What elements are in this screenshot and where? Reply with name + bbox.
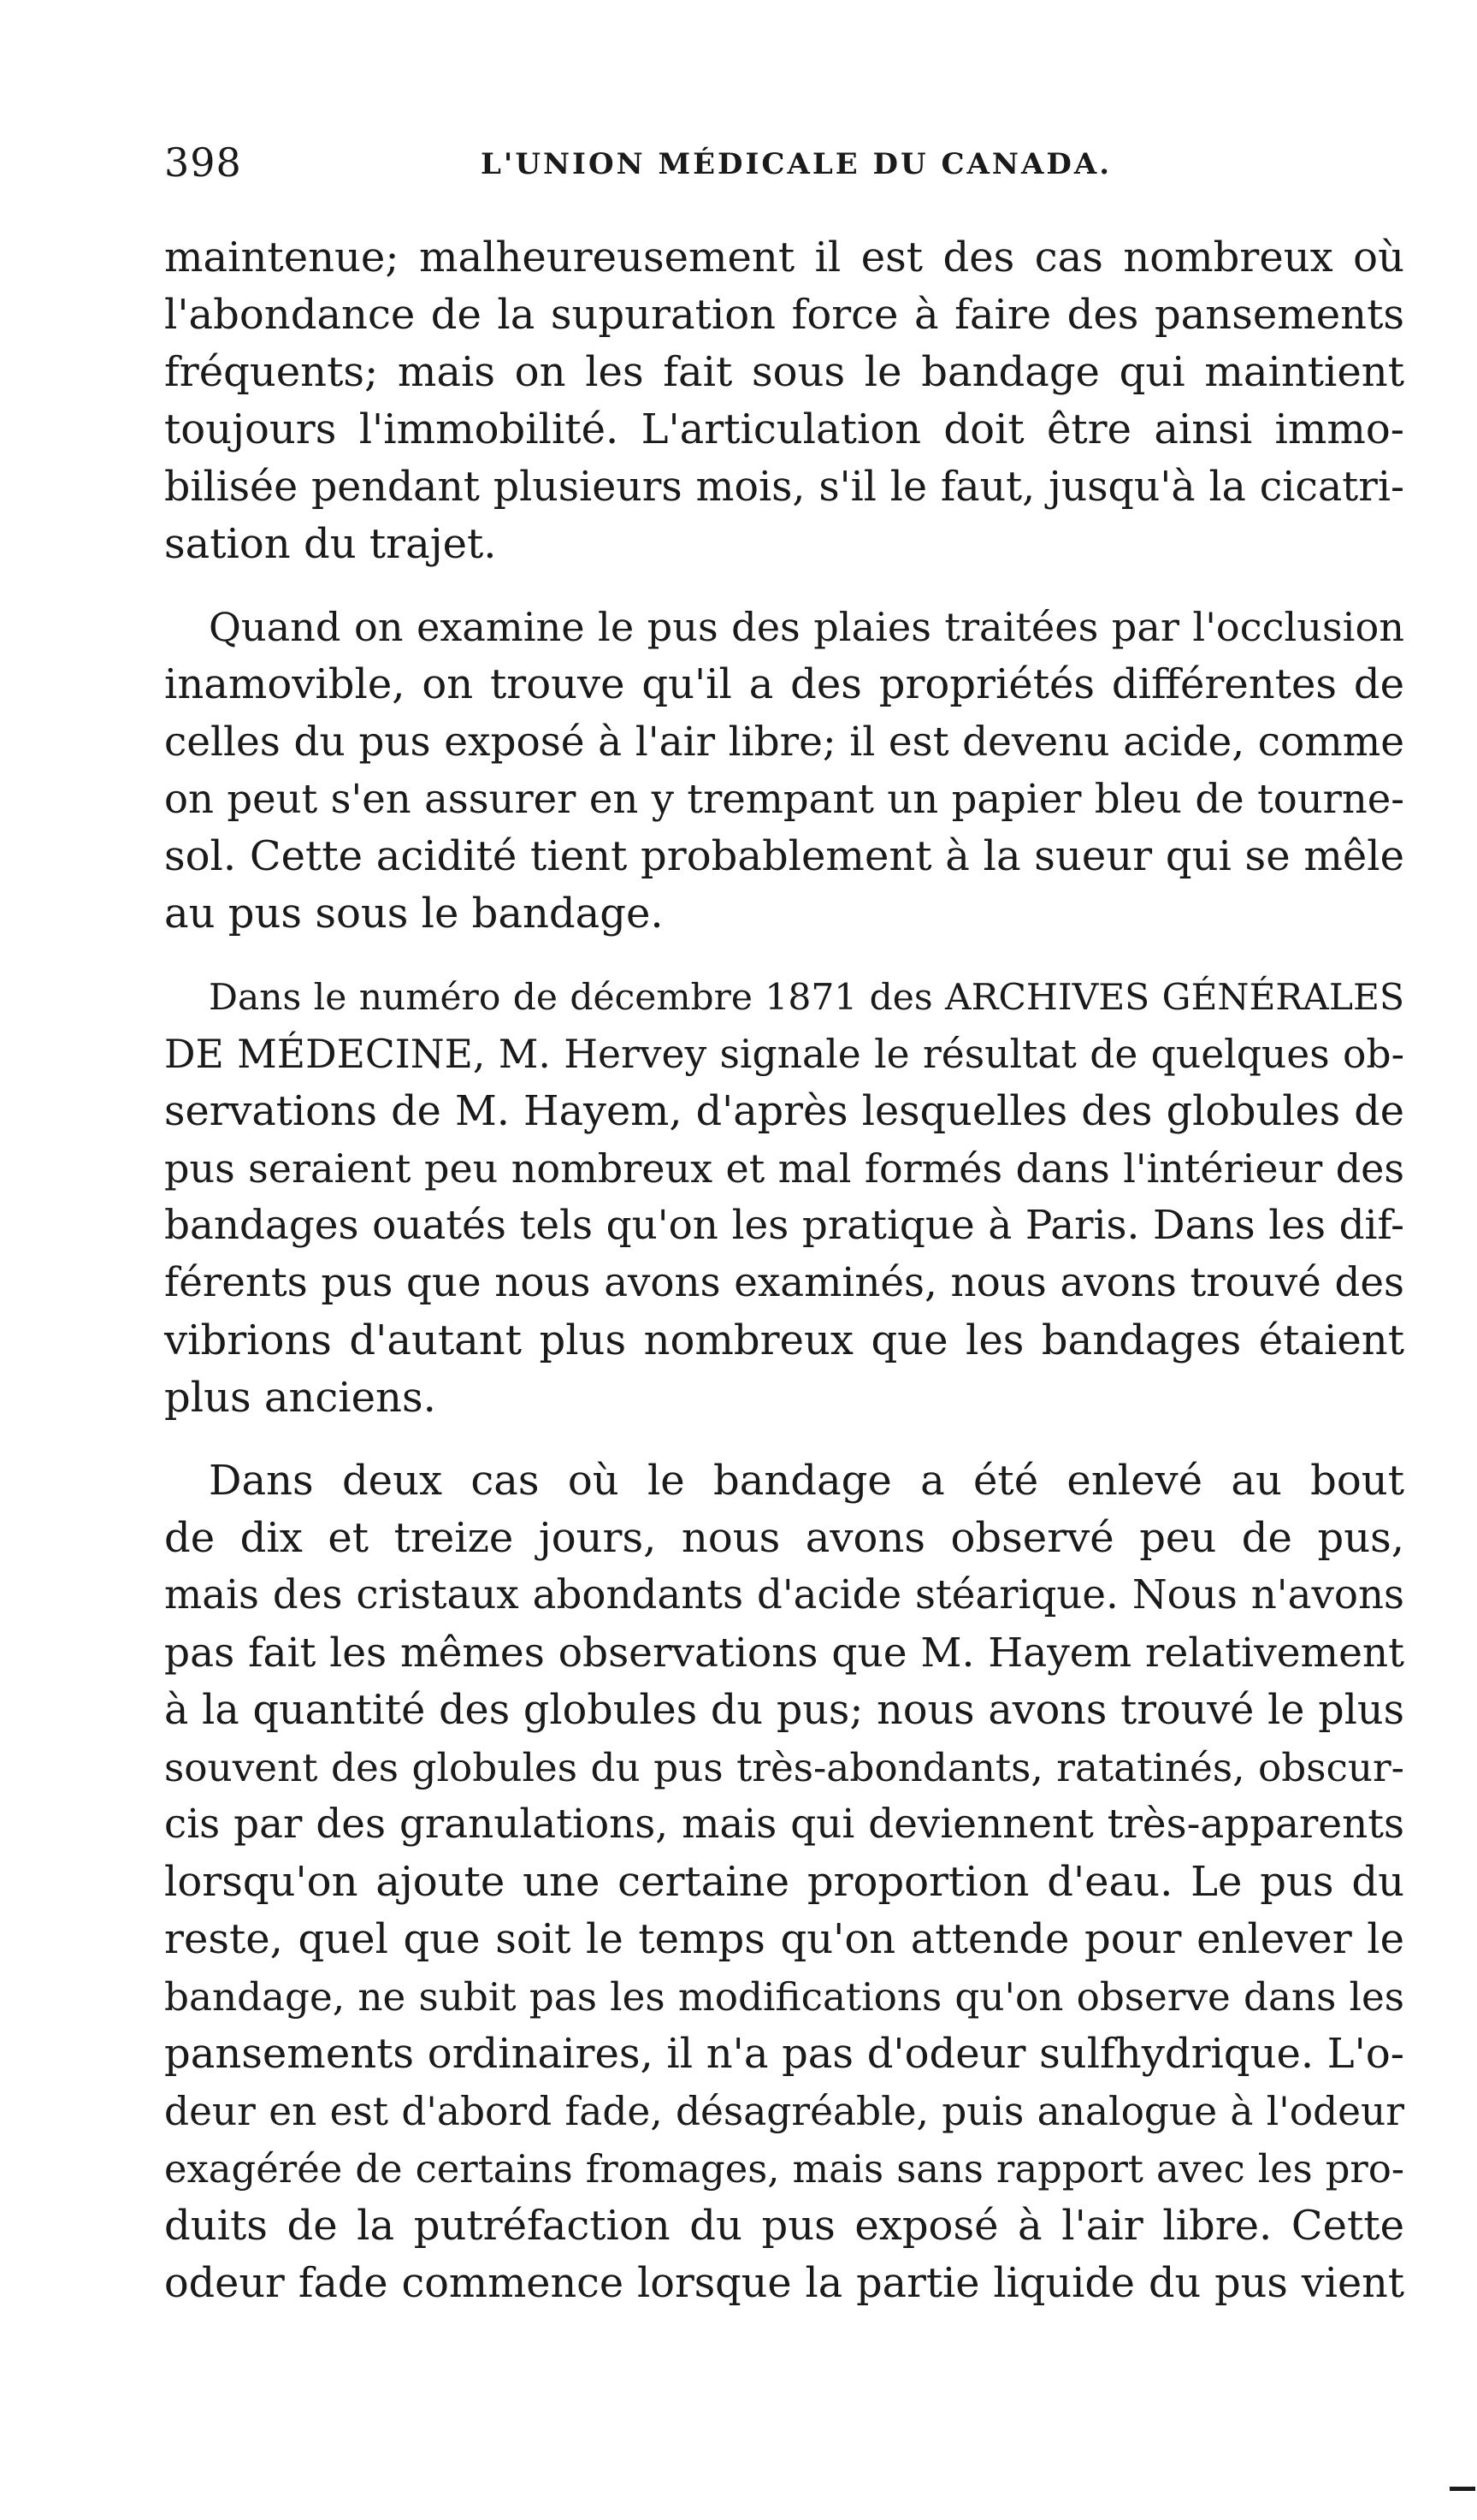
text-line: DE MÉDECINE, M. Hervey signale le résultat de quelques ob- — [164, 1032, 1404, 1077]
text-line: toujours l'immobilité. L'articulation doit être ainsi immo- — [164, 405, 1404, 453]
text-line: souvent des globules du pus très-abondants, ratatinés, obscur- — [164, 1745, 1404, 1790]
text-line: lorsqu'on ajoute une certaine proportion d'eau. Le pus du — [164, 1858, 1404, 1906]
running-title: L'UNION MÉDICALE DU CANADA. — [481, 147, 1113, 181]
text-line: pas fait les mêmes observations que M. Hayem relativement — [164, 1630, 1404, 1677]
paragraph-2 — [164, 599, 1404, 943]
text-line: bilisée pendant plusieurs mois, s'il le faut, jusqu'à la cicatri- — [164, 464, 1404, 511]
page-number: 398 — [164, 139, 242, 186]
text-line: férents pus que nous avons examinés, nous avons trouvé des — [164, 1260, 1404, 1306]
text-line: bandage, ne subit pas les modifications qu'on observe dans les — [164, 1974, 1404, 2020]
paragraph-1 — [164, 229, 1404, 573]
text-line: mais des cristaux abondants d'acide stéarique. Nous n'avons — [164, 1572, 1404, 1618]
text-line: au pus sous le bandage. — [164, 890, 664, 938]
paragraph-4 — [164, 1452, 1404, 2312]
scan-edge-mark — [1450, 2487, 1475, 2491]
text-line: cis par des granulations, mais qui deviennent très-apparents — [164, 1801, 1404, 1848]
body-text — [164, 229, 1404, 2312]
text-line: à la quantité des globules du pus; nous avons trouvé le plus — [164, 1687, 1404, 1734]
text-line: duits de la putréfaction du pus exposé à l'air libre. Cette — [164, 2202, 1404, 2250]
text-line: celles du pus exposé à l'air libre; il est devenu acide, comme — [164, 719, 1404, 766]
text-line: vibrions d'autant plus nombreux que les bandages étaient — [164, 1316, 1404, 1364]
paragraph-3 — [164, 968, 1404, 1427]
text-line: plus anciens. — [164, 1374, 436, 1422]
text-line: odeur fade commence lorsque la partie liquide du pus vient — [164, 2260, 1404, 2307]
text-line: exagérée de certains fromages, mais sans rapport avec les pro- — [164, 2146, 1404, 2192]
text-line: pansements ordinaires, il n'a pas d'odeur sulfhydrique. L'o- — [164, 2030, 1404, 2078]
text-line: sation du trajet. — [164, 520, 497, 568]
text-line: pus seraient peu nombreux et mal formés dans l'intérieur des — [164, 1145, 1404, 1192]
text-line: maintenue; malheureusement il est des cas nombreux où — [164, 234, 1404, 281]
running-header — [164, 137, 1404, 188]
text-line: de dix et treize jours, nous avons observé peu de pus, — [164, 1514, 1404, 1562]
text-line: l'abondance de la supuration force à faire des pansements — [164, 291, 1404, 339]
text-line: bandages ouatés tels qu'on les pratique à Paris. Dans les dif- — [164, 1203, 1404, 1249]
text-line: Quand on examine le pus des plaies traitées par l'occlusion — [209, 604, 1404, 650]
text-line: inamovible, on trouve qu'il a des propriétés différentes de — [164, 660, 1404, 708]
text-line: deur en est d'abord fade, désagréable, puis analogue à l'odeur — [164, 2089, 1404, 2134]
text-line: servations de M. Hayem, d'après lesquelles des globules de — [164, 1088, 1404, 1135]
text-line: sol. Cette acidité tient probablement à la sueur qui se mêle — [164, 832, 1404, 880]
text-line: Dans deux cas où le bandage a été enlevé au bout — [209, 1457, 1404, 1505]
text-line: on peut s'en assurer en y trempant un papier bleu de tourne- — [164, 776, 1404, 822]
text-line: fréquents; mais on les fait sous le bandage qui maintient — [164, 348, 1404, 396]
text-line: reste, quel que soit le temps qu'on attende pour enlever le — [164, 1915, 1404, 1963]
text-line: Dans le numéro de décembre 1871 des ARCHIVES GÉNÉRALES — [209, 976, 1404, 1018]
